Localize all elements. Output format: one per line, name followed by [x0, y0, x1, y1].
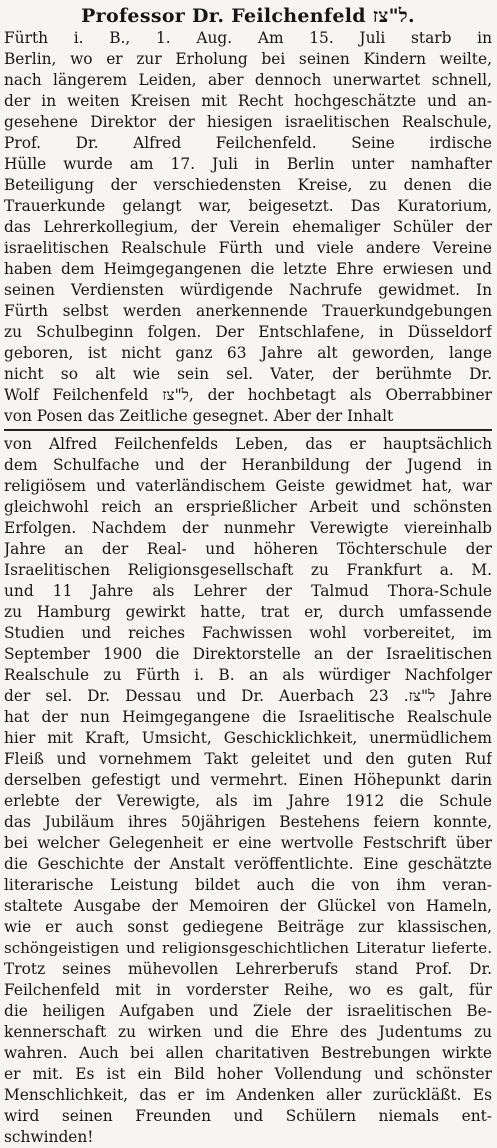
- article-line: gleichwohl reich an ersprießlicher Arbeit und schönsten: [4, 498, 492, 516]
- article-line: Feilchenfeld mit in vorderster Reihe, wo es galt, für: [4, 981, 492, 999]
- article-line: seinen Verdiensten würdigende Nachrufe gewidmet. In: [4, 281, 492, 299]
- article-line: religiösem und vaterländischem Geiste gewidmet hat, war: [4, 477, 492, 495]
- article-line: der in weiten Kreisen mit Recht hochgeschätzte und an-: [4, 92, 492, 110]
- article-line: schöngeistigen und religionsgeschichtlichen Literatur lieferte.: [4, 939, 492, 957]
- article-line: literarische Leistung bildet auch die von ihm veran-: [4, 876, 492, 894]
- article-line: wird seinen Freunden und Schülern niemals ent-: [4, 1107, 492, 1125]
- article-line: Fleiß und vornehmem Takt geleitet und den guten Ruf: [4, 750, 492, 768]
- article-line: er mit. Es ist ein Bild hoher Vollendung und schönster: [4, 1065, 492, 1083]
- article-line: hier mit Kraft, Umsicht, Geschicklichkeit, unermüdlichem: [4, 729, 492, 747]
- article-line: haben dem Heimgegangenen die letzte Ehre erwiesen und: [4, 260, 492, 278]
- article-line: israelitischen Realschule Fürth und viele andere Vereine: [4, 239, 492, 257]
- article-line: Menschlichkeit, das er im Andenken aller zurückläßt. Es: [4, 1086, 492, 1104]
- article-body-part-1: [4, 28, 492, 427]
- article-line: zu Schulbeginn folgen. Der Entschlafene, in Düsseldorf: [4, 323, 492, 341]
- article-line: Realschule zu Fürth i. B. an als würdiger Nachfolger: [4, 666, 492, 684]
- article-line: geboren, ist nicht ganz 63 Jahre alt geworden, lange: [4, 344, 492, 362]
- article-line: Trauerkunde gelangt war, beigesetzt. Das Kuratorium,: [4, 197, 492, 215]
- article-line: Trotz seines mühevollen Lehrerberufs stand Prof. Dr.: [4, 960, 492, 978]
- article-line: wie er auch sonst gediegene Beiträge zur klassischen,: [4, 918, 492, 936]
- article-line: bei welcher Gelegenheit er eine wertvolle Festschrift über: [4, 834, 492, 852]
- article-body-part-2: [4, 434, 492, 1148]
- article-line: Beteiligung der verschiedensten Kreise, zu denen die: [4, 176, 492, 194]
- article-line: derselben gefestigt und vermehrt. Einen Höhepunkt darin: [4, 771, 492, 789]
- article-line: Israelitischen Religionsgesellschaft zu Frankfurt a. M.: [4, 561, 492, 579]
- article-line: kennerschaft zu wirken und die Ehre des Judentums zu: [4, 1023, 492, 1041]
- article-line: die Geschichte der Anstalt veröffentlichte. Eine geschätzte: [4, 855, 492, 873]
- article-line: Fürth i. B., 1. Aug. Am 15. Juli starb in: [4, 29, 492, 47]
- article-title: Professor Dr. Feilchenfeld ל"צז.: [81, 5, 415, 27]
- article-line: Hülle wurde am 17. Juli in Berlin unter namhafter: [4, 155, 492, 173]
- article-line: die heiligen Aufgaben und Ziele der israelitischen Be-: [4, 1002, 492, 1020]
- article-line: Jahre an der Real- und höheren Töchterschule der: [4, 540, 492, 558]
- article-line: das Jubiläum ihres 50jährigen Bestehens feiern konnte,: [4, 813, 492, 831]
- article-line: dem Schulfache und der Heranbildung der Jugend in: [4, 456, 492, 474]
- article-line: Erfolgen. Nachdem der nunmehr Verewigte viereinhalb: [4, 519, 492, 537]
- article-line: gesehene Direktor der hiesigen israelitischen Realschule,: [4, 113, 492, 131]
- article-line: nicht so alt wie sein sel. Vater, der berühmte Dr.: [4, 365, 492, 383]
- article-line: von Posen das Zeitliche gesegnet. Aber der Inhalt: [4, 407, 394, 425]
- article-line: staltete Ausgabe der Memoiren der Glückel von Hameln,: [4, 897, 492, 915]
- article-line: Berlin, wo er zur Erholung bei seinen Kindern weilte,: [4, 50, 492, 68]
- article-line: und 11 Jahre als Lehrer der Talmud Thora-Schule: [4, 582, 492, 600]
- article-line: Prof. Dr. Alfred Feilchenfeld. Seine irdische: [4, 134, 492, 152]
- article-line: das Lehrerkollegium, der Verein ehemaliger Schüler der: [4, 218, 492, 236]
- article-line: September 1900 die Direktorstelle an der Israelitischen: [4, 645, 492, 663]
- article-line: von Alfred Feilchenfelds Leben, das er hauptsächlich: [4, 435, 492, 453]
- article-line: nach längerem Leiden, aber dennoch unerwartet schnell,: [4, 71, 492, 89]
- article-line: zu Hamburg gewirkt hatte, trat er, durch umfassende: [4, 603, 492, 621]
- article-line: hat der nun Heimgegangene die Israelitische Realschule: [4, 708, 492, 726]
- article-line: schwinden!: [4, 1128, 94, 1146]
- article-line: Studien und reiches Fachwissen wohl vorbereitet, im: [4, 624, 492, 642]
- article-line: Wolf Feilchenfeld ל"צז, der hochbetagt als Oberrabbiner: [4, 386, 492, 404]
- column-divider: [4, 429, 492, 431]
- article-line: wahren. Auch bei allen charitativen Bestrebungen wirkte: [4, 1044, 492, 1062]
- article-line: der sel. Dr. Dessau und Dr. Auerbach ל"צז. 23 Jahre: [4, 687, 492, 705]
- article-line: erlebte der Verewigte, als im Jahre 1912 die Schule: [4, 792, 492, 810]
- article-line: Fürth selbst werden anerkennende Trauerkundgebungen: [4, 302, 492, 320]
